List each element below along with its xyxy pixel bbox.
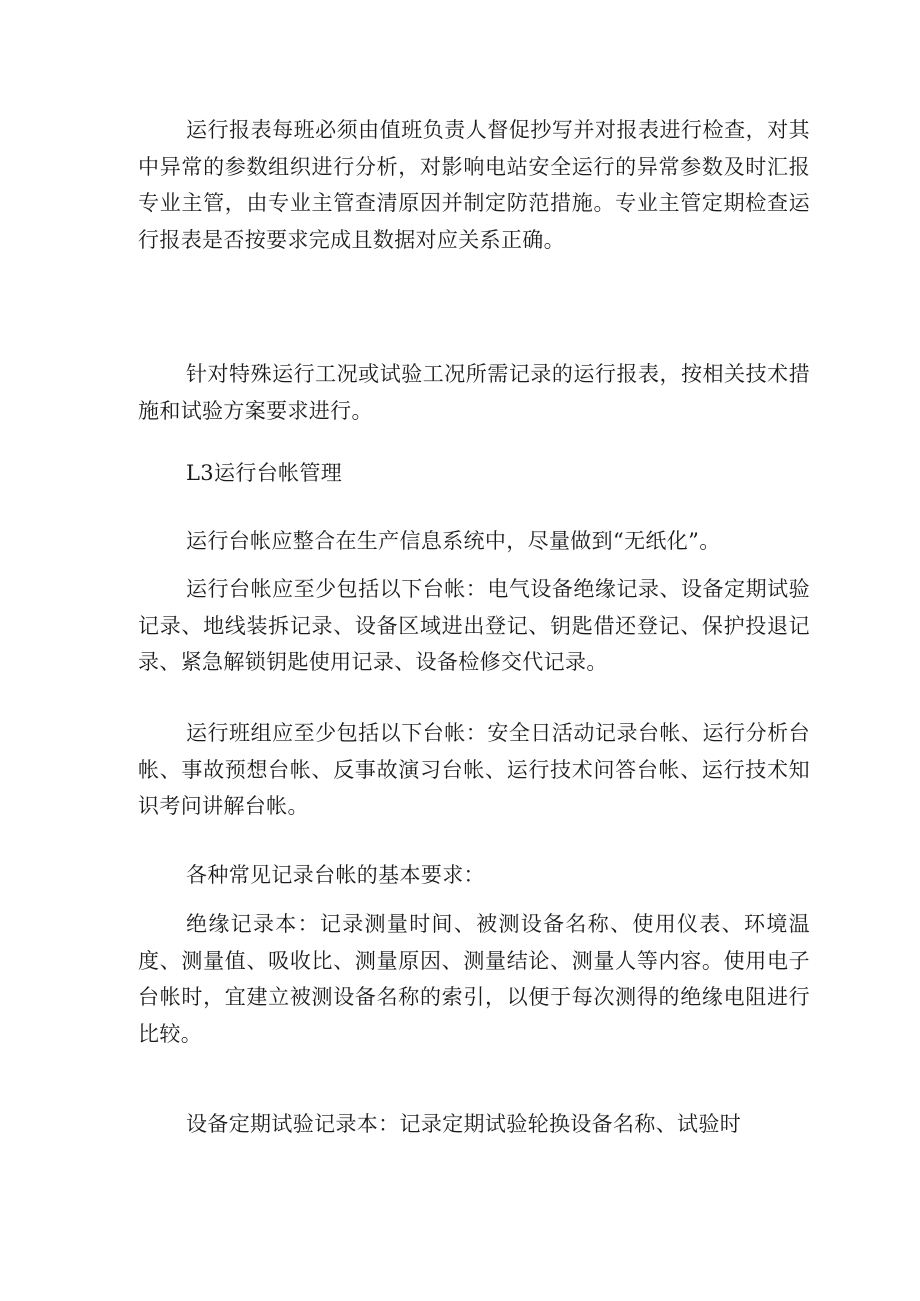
paragraph: 绝缘记录本：记录测量时间、被测设备名称、使用仪表、环境温度、测量值、吸收比、测量原因、测量结论、测量人等内容。使用电子台帐时，宜建立被测设备名称的索引，以便于每次测得的绝缘电阻进行比较。 [138, 912, 810, 1046]
paragraph-paperless [138, 523, 810, 560]
paragraph-periodic-test-record [138, 1106, 810, 1143]
paragraph-report-check [138, 112, 810, 258]
paragraph: 各种常见记录台帐的基本要求： [186, 863, 485, 887]
section-heading: L3运行台帐管理 [186, 461, 343, 485]
paragraph-insulation-record [138, 906, 810, 1052]
paragraph-ledger-list [138, 571, 810, 681]
paragraph: 运行台帐应至少包括以下台帐：电气设备绝缘记录、设备定期试验记录、地线装拆记录、设备区域进出登记、钥匙借还登记、保护投退记录、紧急解锁钥匙使用记录、设备检修交代记录。 [138, 577, 810, 675]
paragraph: 运行报表每班必须由值班负责人督促抄写并对报表进行检查，对其中异常的参数组织进行分析，对影响电站安全运行的异常参数及时汇报专业主管，由专业主管查清原因并制定防范措施。专业主管定期检查运行报表是否按要求完成且数据对应关系正确。 [138, 118, 810, 252]
paragraph-special-conditions [138, 356, 810, 429]
paragraph: 运行班组应至少包括以下台帐：安全日活动记录台帐、运行分析台帐、事故预想台帐、反事故演习台帐、运行技术问答台帐、运行技术知识考问讲解台帐。 [138, 721, 810, 819]
paragraph: 针对特殊运行工况或试验工况所需记录的运行报表，按相关技术措施和试验方案要求进行。 [138, 362, 810, 423]
paragraph: 设备定期试验记录本：记录定期试验轮换设备名称、试验时 [186, 1112, 742, 1136]
paragraph-basic-requirements [138, 857, 810, 894]
paragraph: 运行台帐应整合在生产信息系统中，尽量做到“无纸化”。 [186, 529, 721, 553]
paragraph-team-ledgers [138, 715, 810, 825]
section-heading-ledger-management [138, 455, 810, 492]
